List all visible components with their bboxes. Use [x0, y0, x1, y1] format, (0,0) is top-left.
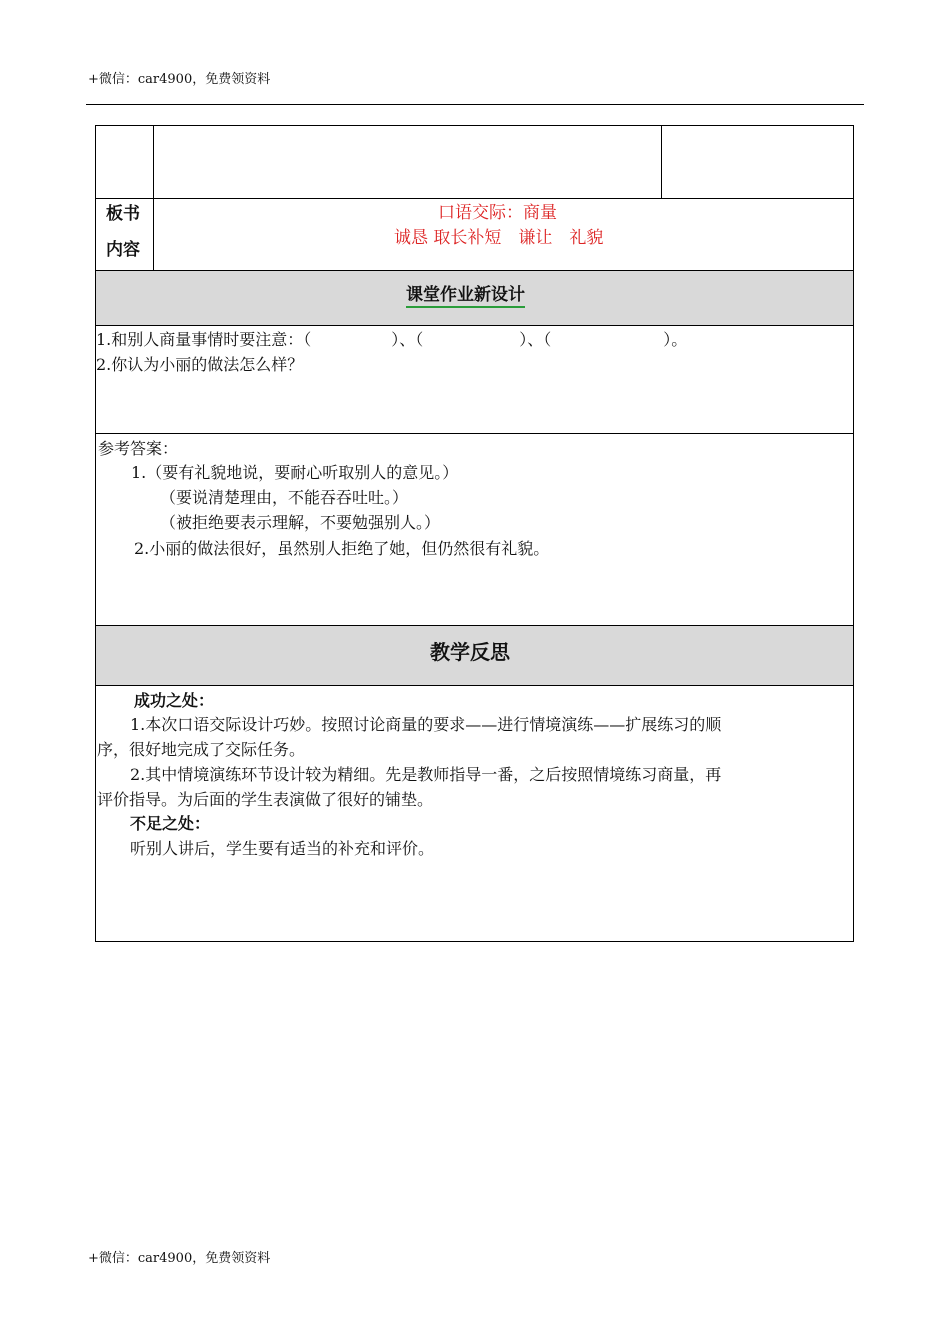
lack-label: 不足之处：	[130, 814, 211, 833]
success-1b: 序，很好地完成了交际任务。	[97, 740, 306, 759]
answer-2: （要说清楚理由，不能吞吞吐吐。）	[160, 488, 409, 507]
answer-3: （被拒绝要表示理解，不要勉强别人。）	[160, 513, 441, 532]
row1-cell-left	[95, 125, 154, 199]
success-2a: 2.其中情境演练环节设计较为精细。先是教师指导一番，之后按照情境练习商量，再	[130, 765, 722, 784]
board-label-line1: 板书	[106, 204, 140, 224]
answer-4: 2.小丽的做法很好，虽然别人拒绝了她，但仍然很有礼貌。	[134, 539, 550, 558]
page-footer: +微信：car4900，免费领资料	[88, 1251, 271, 1266]
row1-cell-right	[661, 125, 854, 199]
board-line2: 诚恳 取长补短 谦让 礼貌	[394, 228, 604, 248]
homework-q1: 1.和别人商量事情时要注意：（ ）、（ ）、（ ）。	[96, 330, 688, 349]
success-2b: 评价指导。为后面的学生表演做了很好的铺垫。	[97, 790, 434, 809]
page-header: +微信：car4900，免费领资料	[88, 72, 271, 87]
homework-q2: 2.你认为小丽的做法怎么样？	[96, 355, 304, 374]
answers-label: 参考答案：	[98, 439, 179, 458]
lack-1: 听别人讲后，学生要有适当的补充和评价。	[130, 839, 435, 858]
homework-title: 课堂作业新设计	[406, 284, 525, 308]
board-line1: 口语交际：商量	[438, 203, 557, 223]
success-1a: 1.本次口语交际设计巧妙。按照讨论商量的要求——进行情境演练——扩展练习的顺	[130, 715, 722, 734]
success-label: 成功之处：	[134, 691, 215, 710]
answer-1: 1.（要有礼貌地说，要耐心听取别人的意见。）	[131, 463, 459, 482]
reflection-title: 教学反思	[430, 640, 510, 664]
row1-cell-middle	[153, 125, 662, 199]
header-divider	[86, 104, 864, 105]
board-label-line2: 内容	[106, 240, 140, 260]
